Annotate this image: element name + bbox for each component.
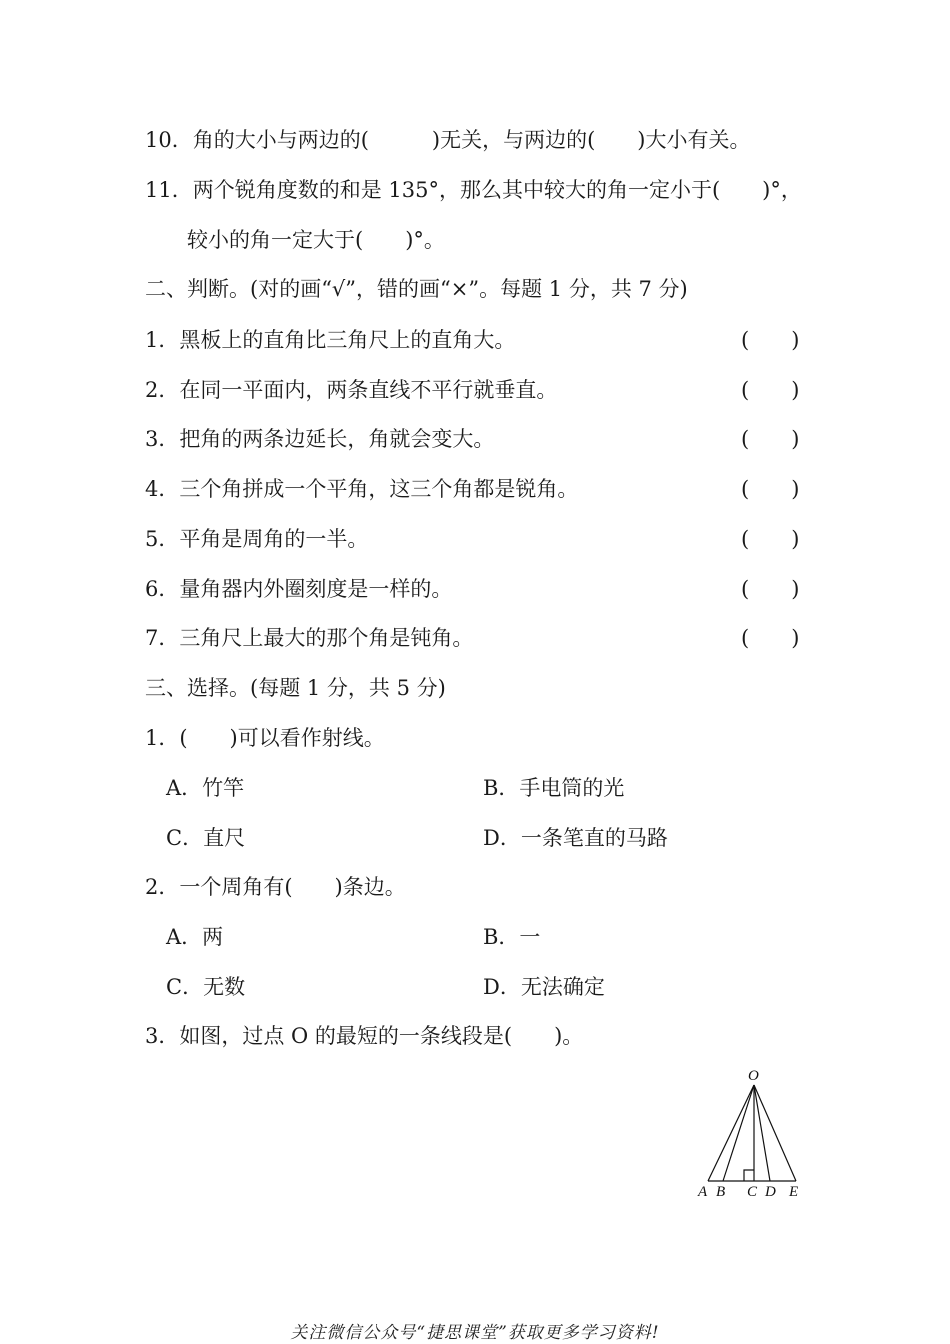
choice-question-1: 1．( )可以看作射线。	[145, 726, 385, 750]
tf-answer-1[interactable]: ( )	[741, 328, 800, 352]
q1-option-d[interactable]: D．一条笔直的马路	[483, 826, 668, 850]
label-a: A	[698, 1184, 708, 1200]
section-3-heading: 三、选择。(每题 1 分，共 5 分)	[145, 676, 446, 700]
segment-oe	[754, 1085, 796, 1181]
tf-answer-2[interactable]: ( )	[741, 378, 800, 402]
fill-question-11: 11．两个锐角度数的和是 135°，那么其中较大的角一定小于( )°，	[145, 178, 802, 202]
tf-item-4: 4．三个角拼成一个平角，这三个角都是锐角。	[145, 477, 579, 501]
tf-answer-5[interactable]: ( )	[741, 527, 800, 551]
tf-item-2: 2．在同一平面内，两条直线不平行就垂直。	[145, 378, 558, 402]
segment-ob	[723, 1085, 754, 1181]
fill-question-11-cont: 较小的角一定大于( )°。	[145, 228, 445, 252]
footer-note: 关注微信公众号“捷思课堂”获取更多学习资料!	[290, 1323, 660, 1343]
fill-question-10: 10．角的大小与两边的( )无关，与两边的( )大小有关。	[145, 128, 751, 152]
label-d: D	[765, 1184, 776, 1200]
q2-option-a[interactable]: A．两	[166, 925, 224, 949]
label-e: E	[789, 1184, 799, 1200]
tf-answer-6[interactable]: ( )	[741, 577, 800, 601]
tf-item-5: 5．平角是周角的一半。	[145, 527, 369, 551]
q2-option-b[interactable]: B．一	[483, 925, 541, 949]
section-2-heading: 二、判断。(对的画“√”，错的画“×”。每题 1 分，共 7 分)	[145, 277, 688, 301]
tf-item-1: 1．黑板上的直角比三角尺上的直角大。	[145, 328, 516, 352]
tf-item-6: 6．量角器内外圈刻度是一样的。	[145, 577, 453, 601]
label-o: O	[748, 1068, 759, 1084]
segment-oa	[708, 1085, 754, 1181]
q1-option-a[interactable]: A．竹竿	[166, 776, 245, 800]
q2-option-d[interactable]: D．无法确定	[483, 975, 605, 999]
choice-question-2: 2．一个周角有( )条边。	[145, 875, 406, 899]
label-c: C	[747, 1184, 758, 1200]
q1-option-b[interactable]: B．手电筒的光	[483, 776, 625, 800]
tf-answer-7[interactable]: ( )	[741, 626, 800, 650]
segment-od	[754, 1085, 770, 1181]
q1-option-c[interactable]: C．直尺	[166, 826, 246, 850]
tf-answer-4[interactable]: ( )	[741, 477, 800, 501]
triangle-figure	[690, 1066, 820, 1206]
tf-item-3: 3．把角的两条边延长，角就会变大。	[145, 427, 495, 451]
tf-answer-3[interactable]: ( )	[741, 427, 800, 451]
right-angle-mark	[744, 1170, 754, 1181]
label-b: B	[716, 1184, 726, 1200]
q2-option-c[interactable]: C．无数	[166, 975, 246, 999]
choice-question-3: 3．如图，过点 O 的最短的一条线段是( )。	[145, 1024, 584, 1048]
tf-item-7: 7．三角尺上最大的那个角是钝角。	[145, 626, 474, 650]
